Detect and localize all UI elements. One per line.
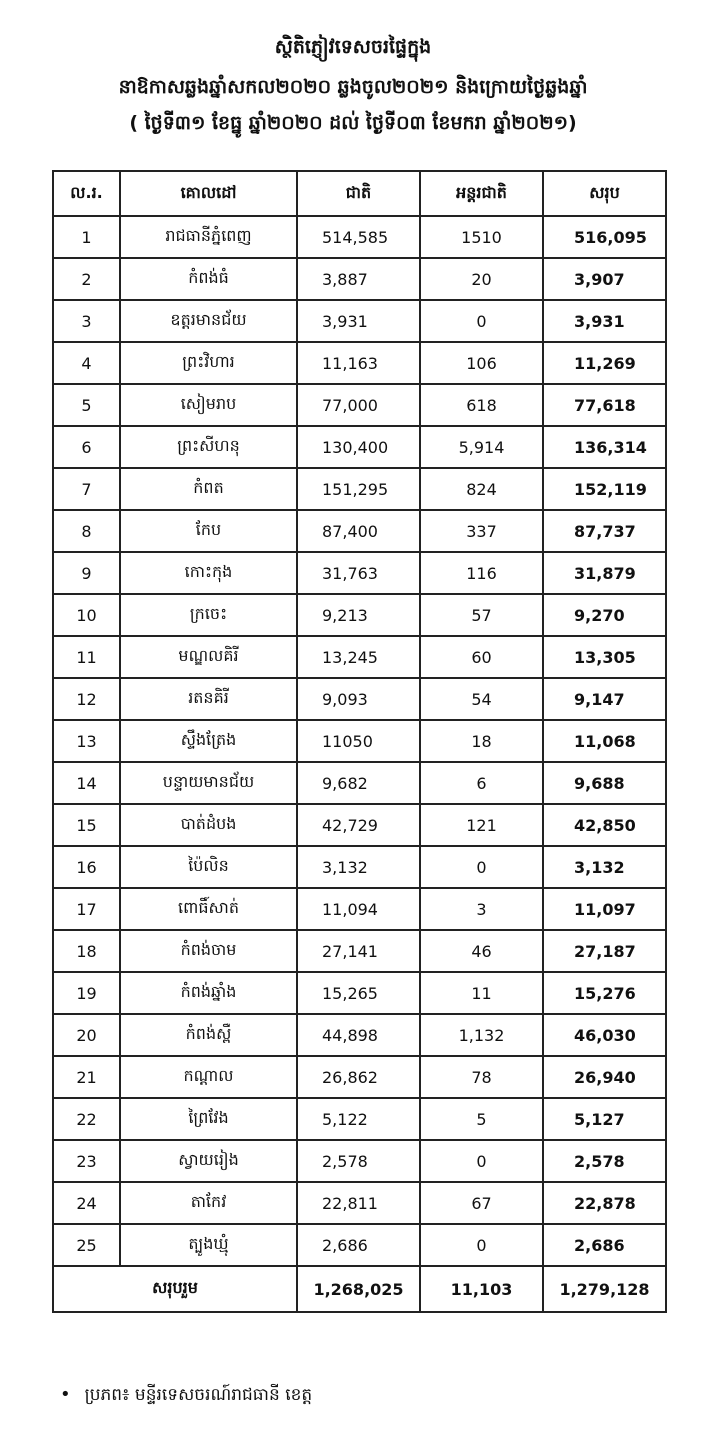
cell-international: 337	[420, 510, 543, 552]
cell-national: 9,682	[297, 762, 420, 804]
cell-national: 77,000	[297, 384, 420, 426]
cell-total: 22,878	[543, 1182, 666, 1224]
table-row	[53, 426, 666, 468]
cell-no: 22	[53, 1098, 120, 1140]
cell-no: 15	[53, 804, 120, 846]
cell-national: 87,400	[297, 510, 420, 552]
cell-international: 46	[420, 930, 543, 972]
table-row	[53, 510, 666, 552]
table-row	[53, 888, 666, 930]
cell-total: 152,119	[543, 468, 666, 510]
table-row	[53, 1224, 666, 1266]
cell-no: 1	[53, 216, 120, 258]
source-text: ប្រភព៖ មន្ទីរទេសចរណ៍រាជធានី ខេត្ត	[84, 1385, 313, 1405]
cell-national: 22,811	[297, 1182, 420, 1224]
cell-destination: បាត់ដំបង	[120, 804, 297, 846]
cell-international: 20	[420, 258, 543, 300]
cell-total: 516,095	[543, 216, 666, 258]
cell-no: 5	[53, 384, 120, 426]
cell-national: 44,898	[297, 1014, 420, 1056]
cell-national: 13,245	[297, 636, 420, 678]
cell-no: 16	[53, 846, 120, 888]
grand-total-international: 11,103	[420, 1266, 543, 1312]
cell-total: 3,907	[543, 258, 666, 300]
cell-national: 42,729	[297, 804, 420, 846]
cell-no: 18	[53, 930, 120, 972]
header-national: ជាតិ	[297, 171, 420, 216]
cell-total: 5,127	[543, 1098, 666, 1140]
cell-no: 19	[53, 972, 120, 1014]
cell-total: 136,314	[543, 426, 666, 468]
cell-national: 31,763	[297, 552, 420, 594]
grand-total-national: 1,268,025	[297, 1266, 420, 1312]
cell-no: 2	[53, 258, 120, 300]
cell-destination: បន្ទាយមានជ័យ	[120, 762, 297, 804]
cell-international: 824	[420, 468, 543, 510]
cell-international: 618	[420, 384, 543, 426]
cell-international: 78	[420, 1056, 543, 1098]
cell-total: 9,147	[543, 678, 666, 720]
table-header-row	[53, 171, 666, 216]
cell-total: 13,305	[543, 636, 666, 678]
cell-total: 11,068	[543, 720, 666, 762]
cell-national: 514,585	[297, 216, 420, 258]
cell-total: 31,879	[543, 552, 666, 594]
grand-total-total: 1,279,128	[543, 1266, 666, 1312]
cell-destination: ស្ទឹងត្រែង	[120, 720, 297, 762]
table-row	[53, 552, 666, 594]
table-row	[53, 804, 666, 846]
cell-international: 0	[420, 1140, 543, 1182]
table-row	[53, 1056, 666, 1098]
cell-international: 5,914	[420, 426, 543, 468]
cell-no: 11	[53, 636, 120, 678]
cell-destination: ស្វាយរៀង	[120, 1140, 297, 1182]
cell-destination: កំពង់ចាម	[120, 930, 297, 972]
table-row	[53, 1098, 666, 1140]
cell-international: 106	[420, 342, 543, 384]
title-line-1: ស្ថិតិភ្ញៀវទេសចរផ្ទៃក្នុង	[274, 36, 432, 58]
grand-total-label: សរុបរួម	[53, 1266, 297, 1312]
cell-destination: ព្រះវិហារ	[120, 342, 297, 384]
header-destination: គោលដៅ	[120, 171, 297, 216]
cell-total: 3,132	[543, 846, 666, 888]
table-row	[53, 720, 666, 762]
header-total: សរុប	[543, 171, 666, 216]
cell-national: 15,265	[297, 972, 420, 1014]
cell-national: 3,931	[297, 300, 420, 342]
cell-no: 13	[53, 720, 120, 762]
cell-international: 0	[420, 1224, 543, 1266]
table-row	[53, 636, 666, 678]
cell-international: 3	[420, 888, 543, 930]
cell-no: 17	[53, 888, 120, 930]
cell-destination: ព្រៃវែង	[120, 1098, 297, 1140]
cell-total: 9,270	[543, 594, 666, 636]
cell-total: 3,931	[543, 300, 666, 342]
cell-no: 9	[53, 552, 120, 594]
table-row	[53, 342, 666, 384]
cell-no: 7	[53, 468, 120, 510]
cell-national: 151,295	[297, 468, 420, 510]
cell-international: 5	[420, 1098, 543, 1140]
cell-national: 27,141	[297, 930, 420, 972]
cell-no: 24	[53, 1182, 120, 1224]
cell-destination: រតនគិរី	[120, 678, 297, 720]
cell-no: 8	[53, 510, 120, 552]
cell-international: 0	[420, 300, 543, 342]
cell-international: 1,132	[420, 1014, 543, 1056]
table-row	[53, 468, 666, 510]
cell-international: 6	[420, 762, 543, 804]
cell-no: 25	[53, 1224, 120, 1266]
tourist-statistics-table	[52, 170, 667, 1313]
table-row	[53, 1140, 666, 1182]
cell-national: 3,132	[297, 846, 420, 888]
cell-national: 9,213	[297, 594, 420, 636]
table-row	[53, 1014, 666, 1056]
cell-international: 1510	[420, 216, 543, 258]
cell-no: 6	[53, 426, 120, 468]
cell-destination: រាជធានីភ្នំពេញ	[120, 216, 297, 258]
cell-international: 18	[420, 720, 543, 762]
cell-international: 121	[420, 804, 543, 846]
table-row	[53, 300, 666, 342]
cell-international: 54	[420, 678, 543, 720]
cell-total: 46,030	[543, 1014, 666, 1056]
cell-destination: ប៉ៃលិន	[120, 846, 297, 888]
cell-total: 42,850	[543, 804, 666, 846]
table-row	[53, 930, 666, 972]
cell-destination: កែប	[120, 510, 297, 552]
cell-destination: ឧត្តរមានជ័យ	[120, 300, 297, 342]
bullet-icon: •	[60, 1384, 71, 1405]
table-row	[53, 384, 666, 426]
table-row	[53, 678, 666, 720]
cell-total: 77,618	[543, 384, 666, 426]
cell-destination: ពោធិ៍សាត់	[120, 888, 297, 930]
cell-no: 21	[53, 1056, 120, 1098]
cell-total: 26,940	[543, 1056, 666, 1098]
table-row	[53, 594, 666, 636]
table-row	[53, 1182, 666, 1224]
title-line-3: ( ថ្ងៃទី៣១ ខែធ្នូ ឆ្នាំ២០២០ ដល់ ថ្ងៃទី០៣ ខែមករា ឆ្នាំ២០២១)	[129, 112, 577, 134]
table-row	[53, 846, 666, 888]
table-row	[53, 972, 666, 1014]
cell-no: 3	[53, 300, 120, 342]
cell-international: 60	[420, 636, 543, 678]
cell-national: 2,578	[297, 1140, 420, 1182]
cell-national: 11,163	[297, 342, 420, 384]
cell-destination: កំពង់ឆ្នាំង	[120, 972, 297, 1014]
cell-destination: ព្រះសីហនុ	[120, 426, 297, 468]
grand-total-row	[53, 1266, 666, 1312]
cell-destination: កំពង់ស្ពឺ	[120, 1014, 297, 1056]
cell-total: 9,688	[543, 762, 666, 804]
cell-no: 14	[53, 762, 120, 804]
cell-total: 87,737	[543, 510, 666, 552]
cell-destination: កណ្ដាល	[120, 1056, 297, 1098]
cell-total: 2,686	[543, 1224, 666, 1266]
header-international: អន្តរជាតិ	[420, 171, 543, 216]
header-no: ល.រ.	[53, 171, 120, 216]
table-row	[53, 216, 666, 258]
table-row	[53, 258, 666, 300]
title-line-2: នាឱកាសឆ្លងឆ្នាំសកល២០២០ ឆ្លងចូល២០២១ និងក្រោយថ្ងៃឆ្លងឆ្នាំ	[118, 76, 588, 98]
cell-national: 9,093	[297, 678, 420, 720]
cell-total: 2,578	[543, 1140, 666, 1182]
cell-national: 5,122	[297, 1098, 420, 1140]
source-footnote	[60, 1384, 312, 1409]
cell-total: 11,097	[543, 888, 666, 930]
cell-destination: កោះកុង	[120, 552, 297, 594]
cell-national: 2,686	[297, 1224, 420, 1266]
cell-international: 67	[420, 1182, 543, 1224]
cell-international: 57	[420, 594, 543, 636]
cell-destination: មណ្ឌលគិរី	[120, 636, 297, 678]
cell-destination: ក្រចេះ	[120, 594, 297, 636]
cell-destination: ត្បូងឃ្មុំ	[120, 1224, 297, 1266]
cell-no: 12	[53, 678, 120, 720]
cell-national: 3,887	[297, 258, 420, 300]
cell-international: 116	[420, 552, 543, 594]
cell-international: 11	[420, 972, 543, 1014]
cell-no: 20	[53, 1014, 120, 1056]
cell-destination: សៀមរាប	[120, 384, 297, 426]
cell-no: 23	[53, 1140, 120, 1182]
cell-national: 130,400	[297, 426, 420, 468]
cell-total: 27,187	[543, 930, 666, 972]
cell-no: 10	[53, 594, 120, 636]
cell-destination: តាកែវ	[120, 1182, 297, 1224]
cell-no: 4	[53, 342, 120, 384]
cell-total: 15,276	[543, 972, 666, 1014]
cell-national: 11050	[297, 720, 420, 762]
cell-destination: កំពង់ធំ	[120, 258, 297, 300]
cell-international: 0	[420, 846, 543, 888]
cell-national: 11,094	[297, 888, 420, 930]
cell-national: 26,862	[297, 1056, 420, 1098]
cell-destination: កំពត	[120, 468, 297, 510]
table-row	[53, 762, 666, 804]
cell-total: 11,269	[543, 342, 666, 384]
